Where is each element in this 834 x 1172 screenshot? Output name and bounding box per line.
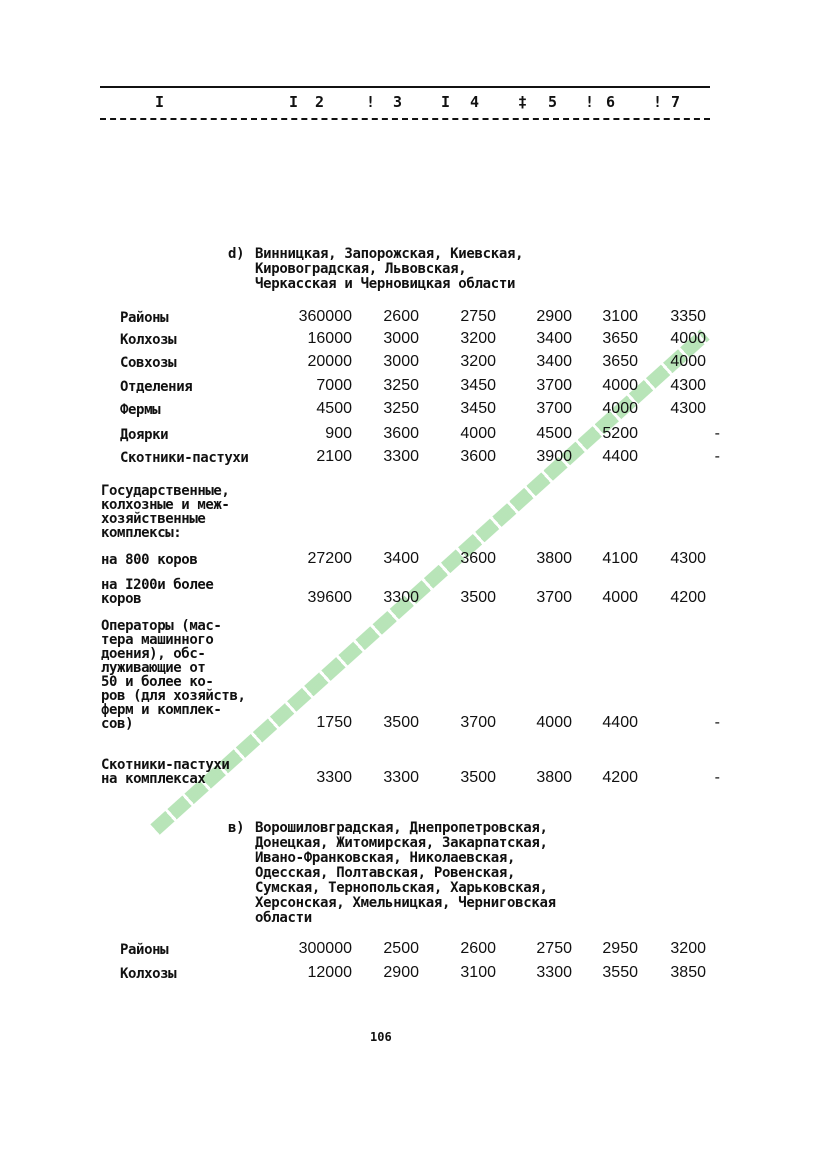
row-label: 50 и более ко- — [101, 674, 214, 690]
row-label: Совхозы — [120, 355, 177, 371]
cell-value: 3400 — [536, 353, 572, 370]
cell-value: 2600 — [460, 940, 496, 957]
row-label: Скотники-пастухи — [120, 450, 249, 466]
row-label: ров (для хозяйств, — [101, 688, 246, 704]
cell-value: 360000 — [298, 308, 352, 325]
cell-value: 900 — [325, 425, 352, 442]
title-line: Одесская, Полтавская, Ровенская, — [255, 865, 516, 881]
row-label: Колхозы — [120, 966, 177, 982]
section-d-marker: d) — [228, 246, 245, 262]
cell-value: 3650 — [602, 330, 638, 347]
row-label: ферм и комплек- — [101, 702, 222, 718]
title-line: Сумская, Тернопольская, Харьковская, — [255, 880, 548, 896]
column-separator: ! — [653, 93, 663, 111]
cell-value: 3700 — [536, 589, 572, 606]
title-line: Черкасская и Черновицкая области — [255, 276, 516, 292]
cell-value: 12000 — [307, 964, 352, 981]
column-separator: I — [289, 93, 299, 111]
cell-value: 3900 — [536, 448, 572, 465]
cell-value: 2900 — [383, 964, 419, 981]
cell-value: 4300 — [670, 400, 706, 417]
column-number: 6 — [606, 93, 616, 111]
title-line: Винницкая, Запорожская, Киевская, — [255, 246, 524, 262]
title-line: Кировоградская, Львовская, — [255, 261, 467, 277]
cell-value: 3600 — [460, 448, 496, 465]
row-label: Районы — [120, 310, 169, 326]
cell-value: 300000 — [298, 940, 352, 957]
cell-value: 3250 — [383, 400, 419, 417]
column-separator: ! — [585, 93, 595, 111]
cell-value: 3450 — [460, 377, 496, 394]
cell-value: 4100 — [602, 550, 638, 567]
title-line: Ворошиловградская, Днепропетровская, — [255, 820, 548, 836]
cell-value: 3300 — [383, 589, 419, 606]
cell-value: 3300 — [383, 769, 419, 786]
row-label: Скотники-пастухи — [101, 757, 230, 773]
cell-value: 3500 — [383, 714, 419, 731]
cell-value: 4000 — [602, 589, 638, 606]
cell-value: 3450 — [460, 400, 496, 417]
cell-value: - — [714, 425, 720, 442]
cell-value: 2100 — [316, 448, 352, 465]
cell-value: 3550 — [602, 964, 638, 981]
row-label: на 800 коров — [101, 552, 198, 568]
row-label: сов) — [101, 716, 134, 732]
cell-value: 3100 — [602, 308, 638, 325]
cell-value: - — [714, 714, 720, 731]
column-separator: ‡ — [518, 93, 528, 111]
cell-value: 2900 — [536, 308, 572, 325]
cell-value: 3600 — [383, 425, 419, 442]
cell-value: 3200 — [460, 353, 496, 370]
row-label: доения), обс- — [101, 646, 206, 662]
row-label: Колхозы — [120, 332, 177, 348]
cell-value: 3200 — [670, 940, 706, 957]
row-label: Доярки — [120, 427, 169, 443]
cell-value: 3250 — [383, 377, 419, 394]
column-number: 3 — [393, 93, 403, 111]
group-label-line: колхозные и меж- — [101, 497, 230, 513]
cell-value: 4000 — [670, 330, 706, 347]
cell-value: 3000 — [383, 353, 419, 370]
cell-value: 3000 — [383, 330, 419, 347]
group-label-line: комплексы: — [101, 525, 182, 541]
header-bottom-rule — [100, 118, 710, 120]
cell-value: 1750 — [316, 714, 352, 731]
row-label: Районы — [120, 942, 169, 958]
column-separator: ! — [366, 93, 376, 111]
cell-value: 4000 — [670, 353, 706, 370]
cell-value: 39600 — [307, 589, 352, 606]
title-line: Ивано-Франковская, Николаевская, — [255, 850, 516, 866]
cell-value: - — [714, 769, 720, 786]
cell-value: 3400 — [383, 550, 419, 567]
cell-value: 2950 — [602, 940, 638, 957]
cell-value: 16000 — [307, 330, 352, 347]
cell-value: 3200 — [460, 330, 496, 347]
row-label: Отделения — [120, 379, 193, 395]
cell-value: 3400 — [536, 330, 572, 347]
row-label: Фермы — [120, 402, 161, 418]
cell-value: 4500 — [316, 400, 352, 417]
column-number: I — [155, 93, 165, 111]
section-v-marker: в) — [228, 820, 245, 836]
column-number: 7 — [671, 93, 681, 111]
cell-value: 20000 — [307, 353, 352, 370]
cell-value: 3600 — [460, 550, 496, 567]
title-line: Донецкая, Житомирская, Закарпатская, — [255, 835, 548, 851]
cell-value: 4200 — [602, 769, 638, 786]
row-label: тера машинного — [101, 632, 214, 648]
cell-value: 2600 — [383, 308, 419, 325]
cell-value: 3700 — [460, 714, 496, 731]
cell-value: 3650 — [602, 353, 638, 370]
column-number: 5 — [548, 93, 558, 111]
cell-value: 3300 — [383, 448, 419, 465]
row-label: луживающие от — [101, 660, 206, 676]
header-top-rule — [100, 86, 710, 88]
cell-value: 7000 — [316, 377, 352, 394]
cell-value: 4000 — [602, 400, 638, 417]
cell-value: 4300 — [670, 377, 706, 394]
cell-value: 3800 — [536, 550, 572, 567]
cell-value: 3500 — [460, 769, 496, 786]
cell-value: 4500 — [536, 425, 572, 442]
cell-value: 4000 — [602, 377, 638, 394]
column-separator: I — [441, 93, 451, 111]
cell-value: 4200 — [670, 589, 706, 606]
title-line: Херсонская, Хмельницкая, Черниговская области — [255, 895, 556, 926]
cell-value: 3500 — [460, 589, 496, 606]
cell-value: 3800 — [536, 769, 572, 786]
cell-value: 3300 — [536, 964, 572, 981]
cell-value: 3350 — [670, 308, 706, 325]
cell-value: 4400 — [602, 714, 638, 731]
column-number: 4 — [470, 93, 480, 111]
cell-value: 4300 — [670, 550, 706, 567]
cell-value: 4000 — [536, 714, 572, 731]
cell-value: 2500 — [383, 940, 419, 957]
cell-value: 2750 — [460, 308, 496, 325]
cell-value: 3700 — [536, 377, 572, 394]
cell-value: 3100 — [460, 964, 496, 981]
page-number: 106 — [370, 1030, 392, 1044]
group-label-line: хозяйственные — [101, 511, 206, 527]
cell-value: 2750 — [536, 940, 572, 957]
column-number: 2 — [315, 93, 325, 111]
cell-value: 3700 — [536, 400, 572, 417]
group-label-line: Государственные, — [101, 483, 230, 499]
cell-value: 3850 — [670, 964, 706, 981]
cell-value: 4000 — [460, 425, 496, 442]
row-label: на I200и более — [101, 577, 214, 593]
cell-value: 3300 — [316, 769, 352, 786]
row-label: коров — [101, 591, 142, 607]
cell-value: 27200 — [307, 550, 352, 567]
row-label: Операторы (мас- — [101, 618, 222, 634]
cell-value: 4400 — [602, 448, 638, 465]
row-label: на комплексах — [101, 771, 206, 787]
cell-value: - — [714, 448, 720, 465]
cell-value: 5200 — [602, 425, 638, 442]
